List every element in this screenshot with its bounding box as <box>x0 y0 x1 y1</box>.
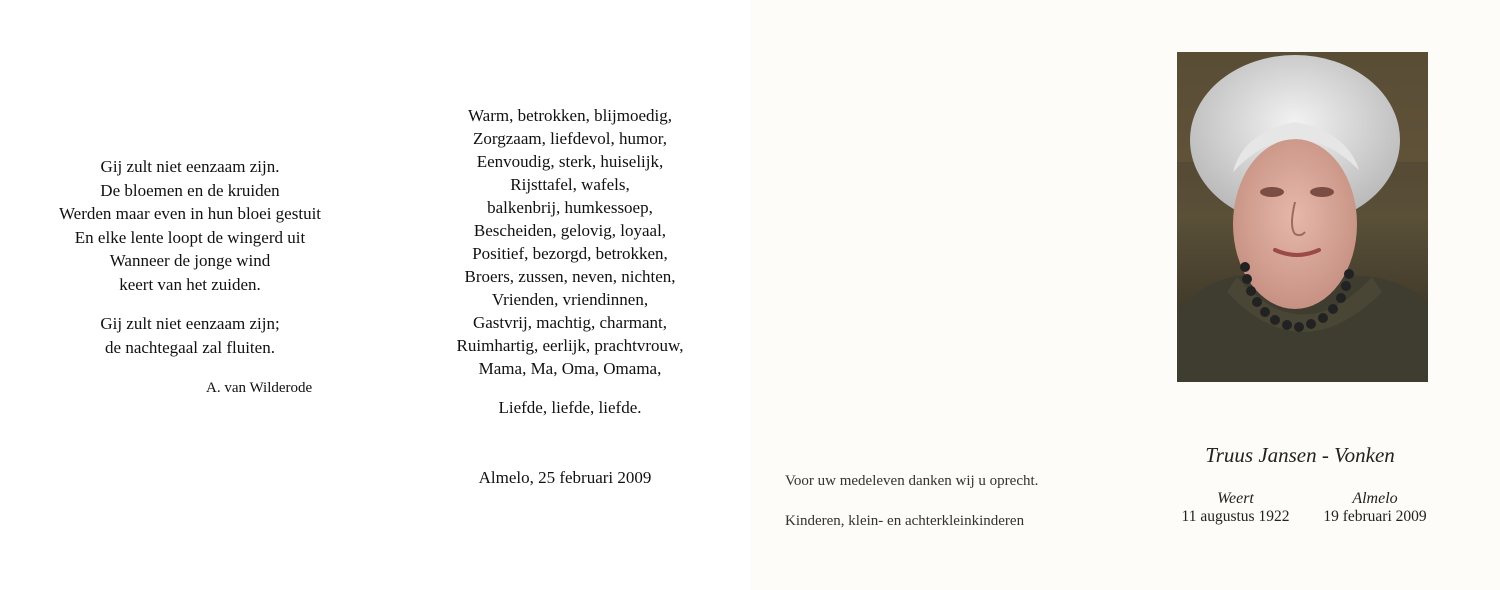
thanks-text: Voor uw medeleven danken wij u oprecht. <box>785 473 1039 489</box>
poem2-line: Zorgzaam, liefdevol, humor, <box>473 129 667 148</box>
poem2-line: Mama, Ma, Oma, Omama, <box>478 359 662 378</box>
poem2-line: Eenvoudig, sterk, huiselijk, <box>476 152 664 171</box>
poem1-line: keert van het zuiden. <box>119 274 261 294</box>
poem2-line: Broers, zussen, neven, nichten, <box>464 267 676 286</box>
poem1-line: En elke lente loopt de wingerd uit <box>74 227 306 247</box>
death-place: Almelo <box>1352 490 1398 507</box>
portrait-photo <box>1177 52 1428 382</box>
birth-date: 11 augustus 1922 <box>1181 508 1290 525</box>
birth-place: Weert <box>1217 490 1254 507</box>
death-date: 19 februari 2009 <box>1323 508 1427 525</box>
poem2-line: Vrienden, vriendinnen, <box>491 290 649 309</box>
place-date: Almelo, 25 februari 2009 <box>478 468 652 487</box>
poem1-line: De bloemen en de kruiden <box>100 180 280 200</box>
poem-closing-line: Liefde, liefde, liefde. <box>498 398 642 417</box>
stanza-gap <box>20 296 360 312</box>
poem2-line: Warm, betrokken, blijmoedig, <box>468 106 672 125</box>
poem-author: A. van Wilderode <box>206 380 313 396</box>
poem2-line: balkenbrij, humkessoep, <box>487 198 653 217</box>
poem-wilderode <box>20 155 360 359</box>
poem1-line: de nachtegaal zal fluiten. <box>105 337 275 357</box>
poem2-line: Ruimhartig, eerlijk, prachtvrouw, <box>456 336 684 355</box>
family-signature: Kinderen, klein- en achterkleinkinderen <box>785 513 1025 529</box>
poem2-line: Bescheiden, gelovig, loyaal, <box>473 221 667 240</box>
poem2-line: Gastvrij, machtig, charmant, <box>472 313 668 332</box>
poem1-line: Gij zult niet eenzaam zijn. <box>100 157 280 176</box>
deceased-name: Truus Jansen - Vonken <box>1205 443 1395 467</box>
poem1-line: Gij zult niet eenzaam zijn; <box>100 314 280 333</box>
portrait-illustration <box>1177 52 1428 382</box>
poem-qualities <box>410 104 730 380</box>
birth-info <box>1163 490 1308 526</box>
poem2-line: Rijsttafel, wafels, <box>510 175 630 194</box>
poem1-line: Werden maar even in hun bloei gestuit <box>58 204 322 223</box>
poem2-line: Positief, bezorgd, betrokken, <box>472 244 668 263</box>
poem1-line: Wanneer de jonge wind <box>109 251 271 270</box>
death-info <box>1305 490 1445 526</box>
